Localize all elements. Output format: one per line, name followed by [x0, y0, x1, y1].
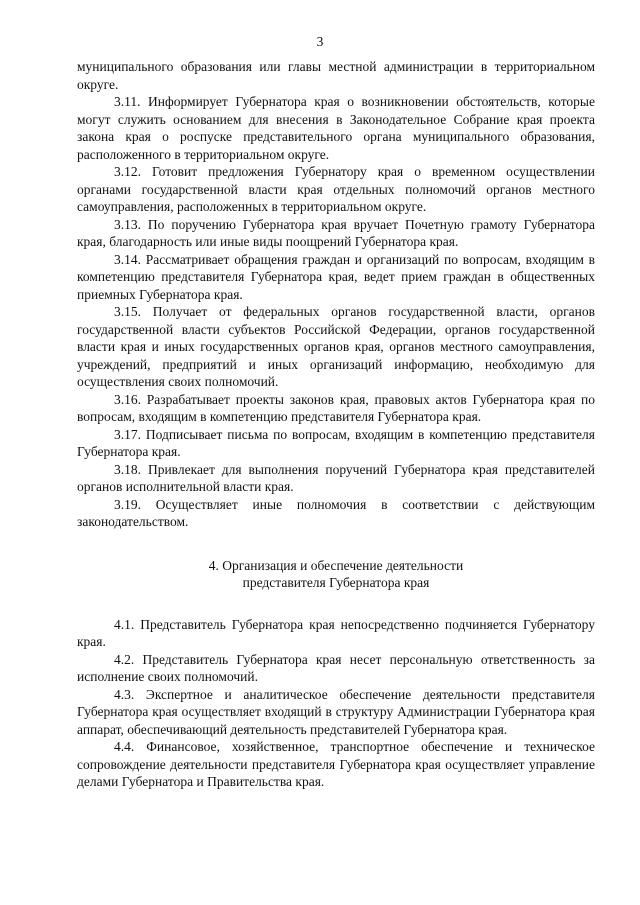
paragraph-3-15: 3.15. Получает от федеральных органов государственной власти, органов государственной власти субъектов Российской Федерации, органов государственной власти края и иных государственных органов края, органов местного самоуправления, учреждений, предприятий и иных организаций информацию, необходимую для осуществления своих полномочий.: [77, 304, 595, 389]
paragraph-3-18: 3.18. Привлекает для выполнения поручений Губернатора края представителей органов исполнительной власти края.: [77, 461, 595, 494]
section-heading: [77, 557, 595, 592]
section-heading-line-2: представителя Губернатора края: [242, 575, 430, 590]
paragraph-4-4: 4.4. Финансовое, хозяйственное, транспортное обеспечение и техническое сопровождение деятельности представителя Губернатора края осуществляет управление делами Губернатора и Правительства края.: [77, 739, 595, 789]
section-heading-line-1: 4. Организация и обеспечение деятельности: [208, 557, 464, 573]
paragraph-4-2: 4.2. Представитель Губернатора края несет персональную ответственность за исполнение своих полномочий.: [77, 651, 595, 684]
document-body: [77, 58, 595, 791]
paragraph-continuation: муниципального образования или главы местной администрации в территориальном округе.: [77, 59, 595, 92]
paragraph-3-17: 3.17. Подписывает письма по вопросам, входящим в компетенцию представителя Губернатора края.: [77, 426, 595, 459]
paragraph-3-11: 3.11. Информирует Губернатора края о возникновении обстоятельств, которые могут служить основанием для внесения в Законодательное Собрание края проекта закона края о роспуске представительного органа муниципального образования, расположенного в территориальном округе.: [77, 94, 595, 162]
paragraph-3-16: 3.16. Разрабатывает проекты законов края, правовых актов Губернатора края по вопросам, входящим в компетенцию представителя Губернатора края.: [77, 391, 595, 424]
paragraph-4-1: 4.1. Представитель Губернатора края непосредственно подчиняется Губернатору края.: [77, 616, 595, 649]
paragraph-3-19: 3.19. Осуществляет иные полномочия в соответствии с действующим законодательством.: [77, 496, 595, 529]
paragraph-4-3: 4.3. Экспертное и аналитическое обеспечение деятельности представителя Губернатора края осуществляет входящий в структуру Администрации Губернатора края аппарат, обеспечивающий деятельность представителей Губернатора края.: [77, 686, 595, 737]
paragraph-3-12: 3.12. Готовит предложения Губернатору края о временном осуществлении органами государственной власти края отдельных полномочий органов местного самоуправления, расположенных в территориальном округе.: [77, 164, 595, 214]
paragraph-3-14: 3.14. Рассматривает обращения граждан и организаций по вопросам, входящим в компетенцию представителя Губернатора края, ведет прием граждан в общественных приемных Губернатора края.: [77, 251, 595, 302]
paragraph-3-13: 3.13. По поручению Губернатора края вручает Почетную грамоту Губернатора края, благодарность или иные виды поощрений Губернатора края.: [77, 216, 595, 249]
page-number: 3: [316, 34, 324, 49]
